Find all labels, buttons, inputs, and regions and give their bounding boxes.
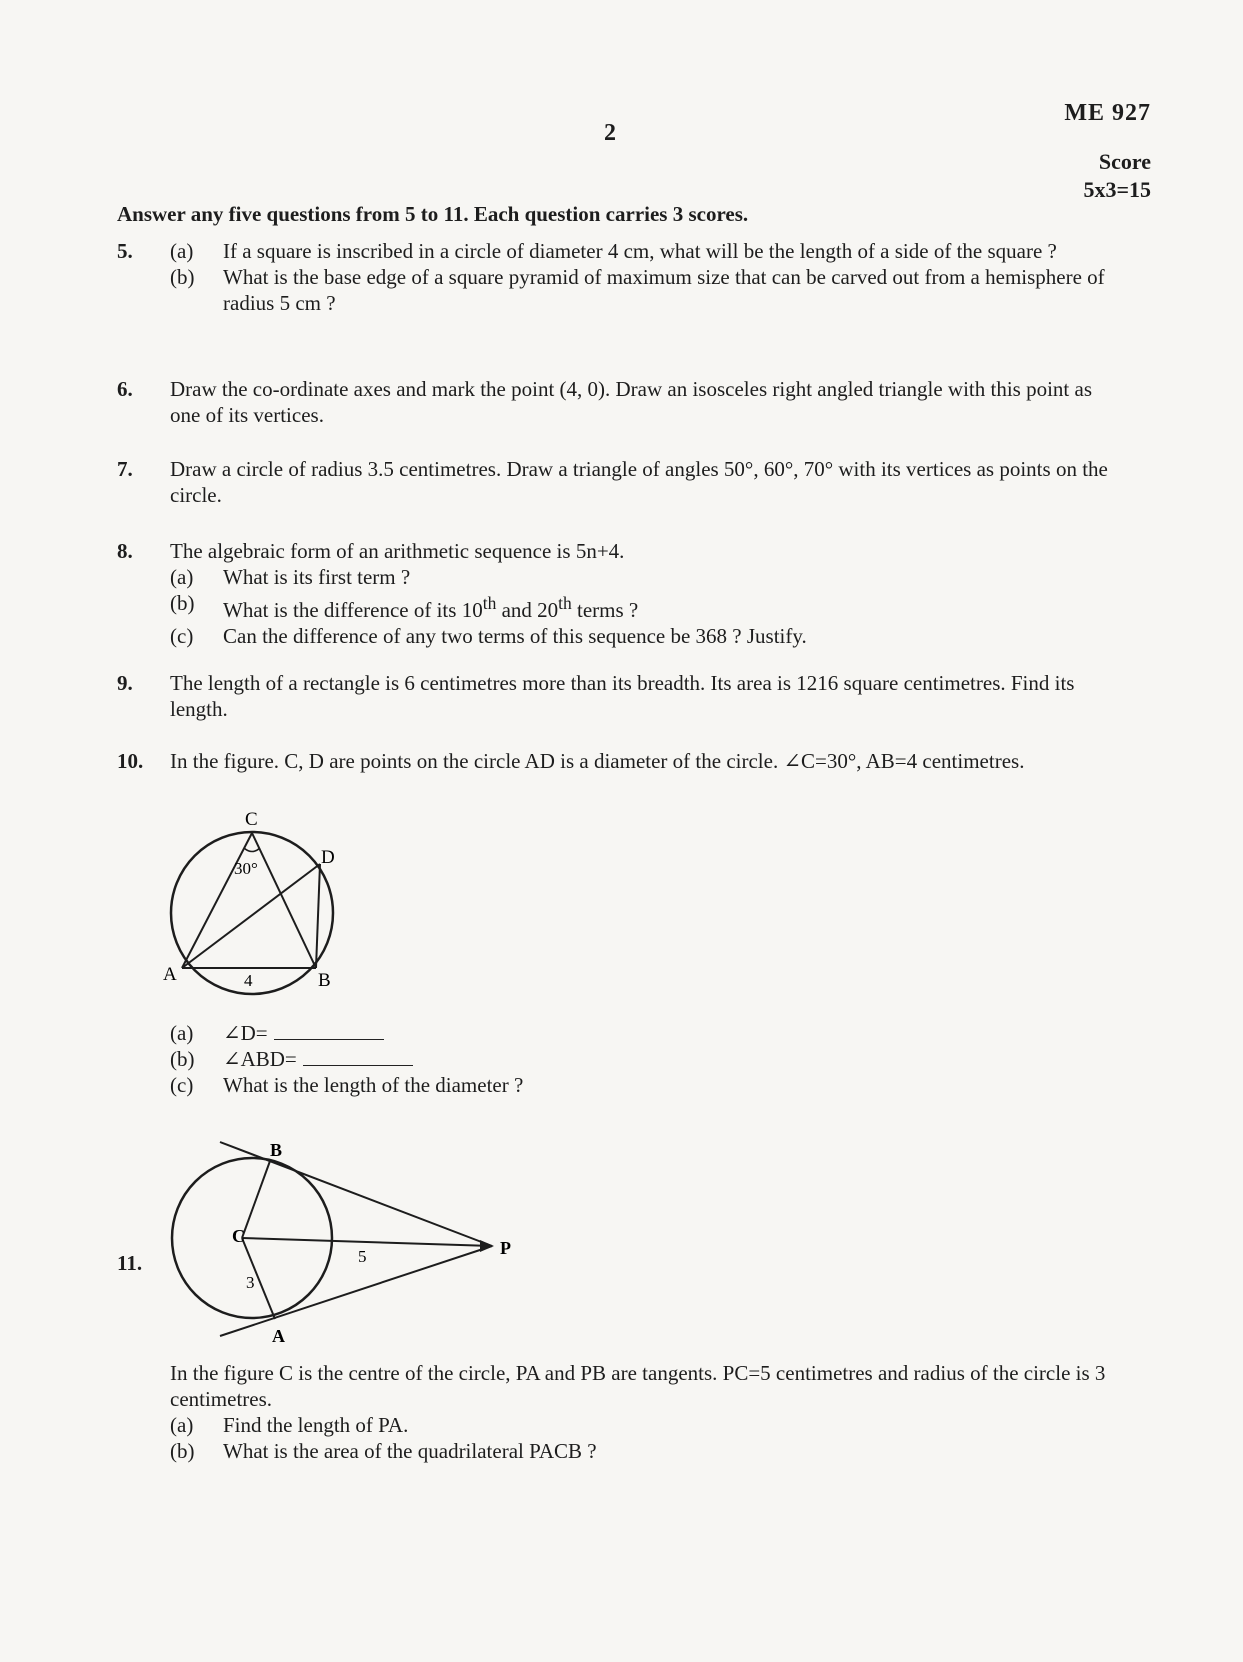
paper-code: ME 927 — [1064, 100, 1151, 126]
sub-text: If a square is inscribed in a circle of diameter 4 cm, what will be the length of a side of the square ? — [223, 239, 1057, 263]
tangent-pa — [220, 1246, 492, 1336]
score-box — [1083, 148, 1151, 204]
sub-label: (c) — [170, 624, 194, 648]
label-p: P — [500, 1238, 511, 1258]
figure-q10 — [160, 808, 360, 1003]
question-number: 8. — [117, 539, 133, 563]
question-6 — [117, 376, 1127, 428]
label-c: C — [232, 1226, 245, 1246]
sub-question-a — [170, 1412, 1127, 1438]
sub-text: What is the length of the diameter ? — [223, 1073, 524, 1097]
sub-label: (c) — [170, 1073, 194, 1097]
segment-ac — [182, 833, 252, 968]
segment-cb — [242, 1161, 270, 1238]
sub-label: (a) — [170, 1413, 194, 1437]
question-8 — [117, 538, 1127, 649]
sub-label: (a) — [170, 1021, 194, 1045]
question-5 — [117, 238, 1127, 316]
question-number: 6. — [117, 377, 133, 401]
sub-text: What is the area of the quadrilateral PACB ? — [223, 1439, 597, 1463]
question-9 — [117, 670, 1127, 722]
sub-label: (b) — [170, 265, 195, 289]
question-text: In the figure C is the centre of the circle, PA and PB are tangents. PC=5 centimetres and radius of the circle is 3 centimetres. — [170, 1361, 1106, 1411]
answer-blank[interactable] — [274, 1021, 384, 1040]
score-value: 5x3=15 — [1083, 177, 1151, 202]
sub-question-b — [170, 1438, 1127, 1464]
tangent-pb — [220, 1142, 492, 1246]
sub-text: ∠D= — [223, 1021, 268, 1045]
sub-question-a — [170, 564, 1127, 590]
superscript: th — [482, 593, 497, 613]
side-label: 4 — [244, 971, 253, 990]
label-c: C — [245, 809, 258, 830]
sub-question-b — [170, 590, 1127, 623]
sub-label: (b) — [170, 1047, 195, 1071]
sub-text: ∠ABD= — [223, 1047, 297, 1071]
label-a: A — [272, 1326, 285, 1346]
label-a: A — [163, 964, 177, 985]
question-10-parts — [117, 1020, 1127, 1098]
segment-db — [316, 864, 320, 968]
score-label: Score — [1098, 149, 1151, 174]
circle — [171, 832, 333, 994]
question-number: 7. — [117, 457, 133, 481]
page-number: 2 — [604, 120, 616, 146]
segment-cp — [242, 1238, 492, 1246]
question-text: Draw the co-ordinate axes and mark the point (4, 0). Draw an isosceles right angled triangle with this point as one of its vertices. — [170, 377, 1092, 427]
question-text: In the figure. C, D are points on the circle AD is a diameter of the circle. ∠C=30°, AB=4 centimetres. — [170, 749, 1025, 773]
sub-question-a — [170, 1020, 1127, 1046]
sub-question-a — [170, 238, 1127, 264]
sub-text: Find the length of PA. — [223, 1413, 409, 1437]
label-pc: 5 — [358, 1247, 367, 1266]
sub-label: (a) — [170, 565, 194, 589]
angle-label: 30° — [234, 859, 258, 878]
question-number: 10. — [117, 749, 144, 773]
angle-arc — [244, 848, 260, 852]
section-instruction: Answer any five questions from 5 to 11. Each question carries 3 scores. — [117, 202, 749, 226]
sub-text: What is the base edge of a square pyramid of maximum size that can be carved out from a hemisphere of radius 5 cm ? — [223, 265, 1105, 315]
answer-blank[interactable] — [303, 1047, 413, 1066]
sub-label: (a) — [170, 239, 194, 263]
question-text: The algebraic form of an arithmetic sequence is 5n+4. — [170, 539, 625, 563]
sub-text-part: and 20 — [496, 598, 559, 622]
question-number: 11. — [117, 1251, 143, 1275]
question-text: The length of a rectangle is 6 centimetres more than its breadth. Its area is 1216 square centimetres. Find its length. — [170, 671, 1075, 721]
superscript: th — [558, 593, 572, 613]
sub-text: Can the difference of any two terms of this sequence be 368 ? Justify. — [223, 624, 807, 648]
question-number: 5. — [117, 239, 133, 263]
sub-text: What is its first term ? — [223, 565, 411, 589]
sub-question-c — [170, 1072, 1127, 1098]
sub-question-b — [170, 1046, 1127, 1072]
sub-text-part: What is the difference of its 10 — [223, 598, 483, 622]
sub-label: (b) — [170, 591, 195, 615]
label-d: D — [321, 847, 335, 868]
label-ca: 3 — [246, 1273, 255, 1292]
question-10 — [117, 748, 1127, 774]
sub-text-part: terms ? — [571, 598, 639, 622]
question-11 — [117, 1360, 1127, 1464]
arrow-head — [480, 1240, 494, 1252]
question-7 — [117, 456, 1127, 508]
figure-q11 — [160, 1136, 540, 1346]
sub-question-b — [170, 264, 1127, 316]
sub-label: (b) — [170, 1439, 195, 1463]
label-b: B — [270, 1140, 283, 1160]
label-b: B — [318, 970, 331, 991]
segment-ad — [182, 864, 320, 968]
question-number: 9. — [117, 671, 133, 695]
sub-question-c — [170, 623, 1127, 649]
question-text: Draw a circle of radius 3.5 centimetres. Draw a triangle of angles 50°, 60°, 70° with its vertices as points on the circle. — [170, 457, 1108, 507]
